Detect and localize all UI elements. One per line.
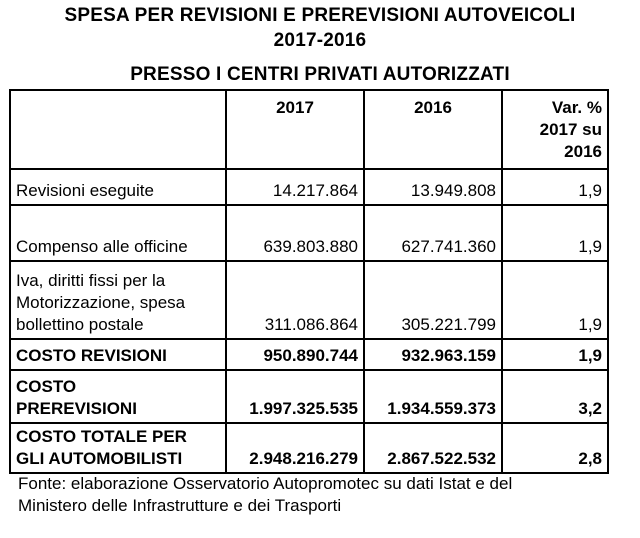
value-variation: 3,2	[502, 370, 608, 423]
table-row	[10, 205, 608, 261]
value-2016: 305.221.799	[364, 261, 502, 339]
spending-table	[9, 89, 609, 474]
value-2016: 627.741.360	[364, 205, 502, 261]
header-2016: 2016	[364, 90, 502, 169]
table-row	[10, 339, 608, 370]
table-row	[10, 169, 608, 205]
title-subtitle: PRESSO I CENTRI PRIVATI AUTORIZZATI	[130, 64, 510, 85]
value-2017: 1.997.325.535	[226, 370, 364, 423]
row-label-line-2: GLI AUTOMOBILISTI	[16, 449, 183, 468]
header-label-cell	[10, 90, 226, 169]
header-variation-line-1: Var. %	[551, 98, 602, 117]
row-label: Revisioni eseguite	[10, 169, 226, 205]
value-variation: 2,8	[502, 423, 608, 473]
title-years: 2017-2016	[273, 30, 367, 51]
row-label-line-3: bollettino postale	[16, 315, 144, 334]
source-note-line-1: Fonte: elaborazione Osservatorio Autopromotec su dati Istat e del	[18, 474, 513, 493]
row-label-line-1: COSTO TOTALE PER	[16, 427, 187, 446]
value-variation: 1,9	[502, 205, 608, 261]
value-2017: 2.948.216.279	[226, 423, 364, 473]
value-2017: 950.890.744	[226, 339, 364, 370]
value-2017: 639.803.880	[226, 205, 364, 261]
value-variation: 1,9	[502, 261, 608, 339]
value-2017: 14.217.864	[226, 169, 364, 205]
row-label	[10, 423, 226, 473]
header-variation	[502, 90, 608, 169]
table-row	[10, 261, 608, 339]
row-label	[10, 370, 226, 423]
header-row	[10, 90, 608, 169]
value-2016: 13.949.808	[364, 169, 502, 205]
value-variation: 1,9	[502, 169, 608, 205]
value-2016: 1.934.559.373	[364, 370, 502, 423]
row-label: COSTO REVISIONI	[10, 339, 226, 370]
row-label: Compenso alle officine	[10, 205, 226, 261]
header-variation-line-2: 2017 su	[539, 120, 602, 139]
header-2017: 2017	[226, 90, 364, 169]
title-line-1: SPESA PER REVISIONI E PREREVISIONI AUTOVEICOLI	[64, 5, 576, 26]
source-note	[18, 473, 618, 517]
row-label-line-1: Iva, diritti fissi per la	[16, 271, 166, 290]
value-variation: 1,9	[502, 339, 608, 370]
row-label	[10, 261, 226, 339]
table-row	[10, 423, 608, 473]
value-2017: 311.086.864	[226, 261, 364, 339]
row-label-line-2: PREREVISIONI	[16, 399, 137, 418]
value-2016: 932.963.159	[364, 339, 502, 370]
header-variation-line-3: 2016	[564, 142, 602, 161]
row-label-line-2: Motorizzazione, spesa	[16, 293, 186, 312]
value-2016: 2.867.522.532	[364, 423, 502, 473]
row-label-line-1: COSTO	[16, 377, 77, 396]
table-row	[10, 370, 608, 423]
source-note-line-2: Ministero delle Infrastrutture e dei Trasporti	[18, 496, 342, 515]
